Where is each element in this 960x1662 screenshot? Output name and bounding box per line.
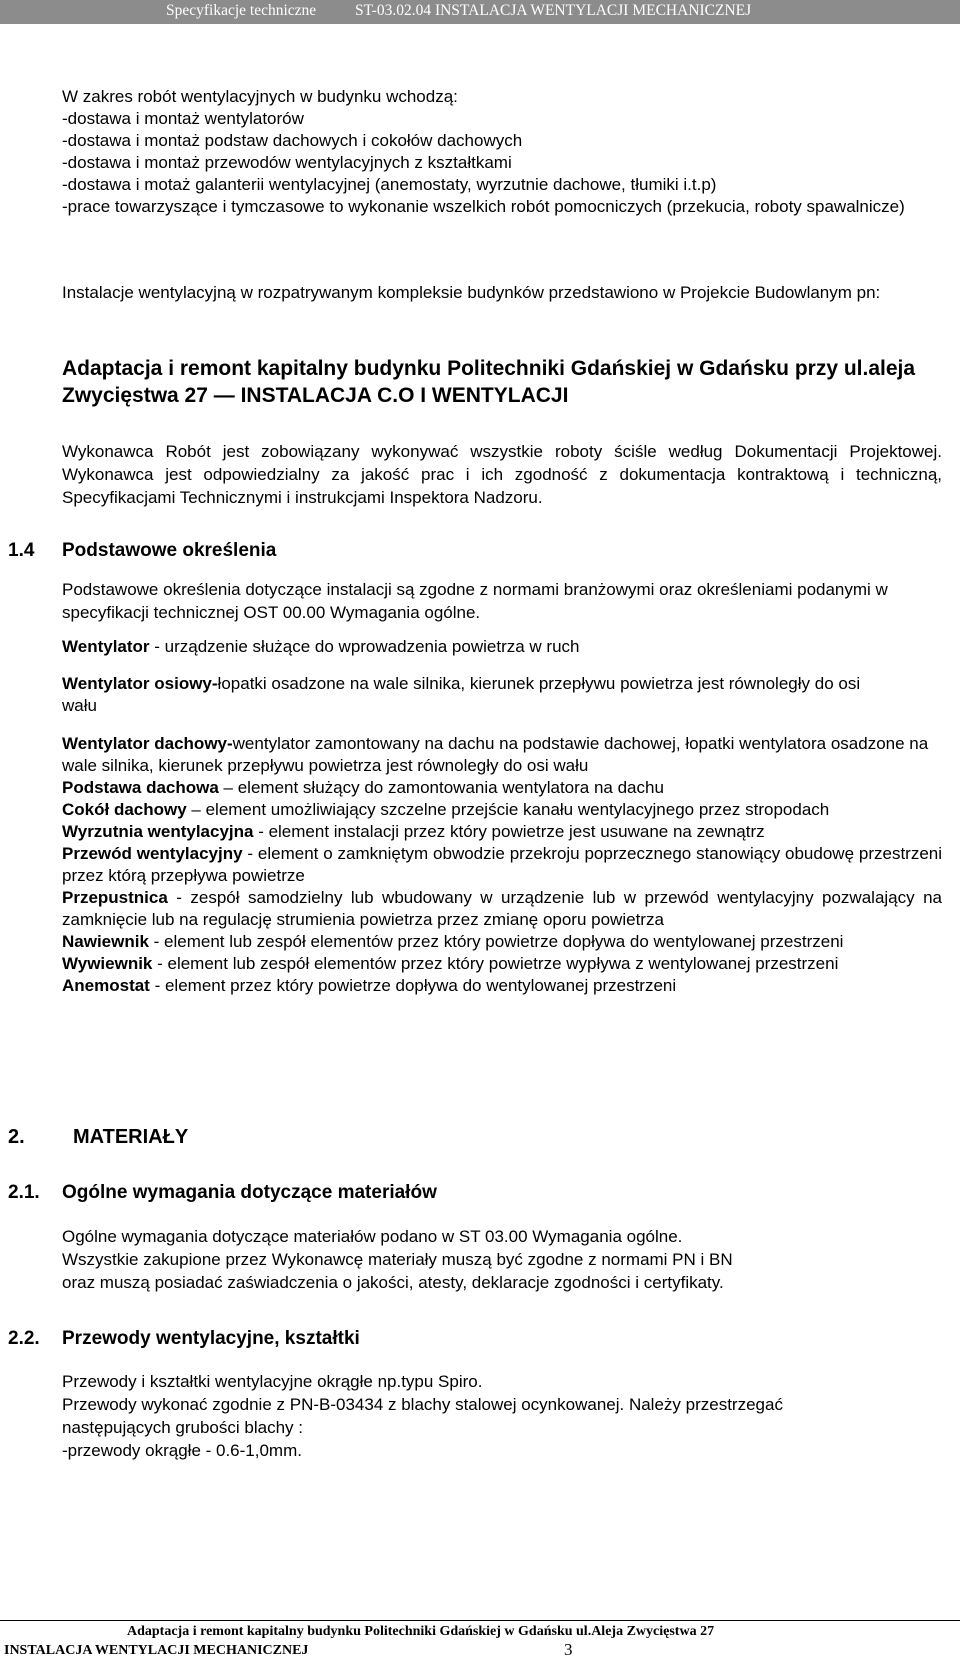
footer-section-line: INSTALACJA WENTYLACJI MECHANICZNEJ bbox=[4, 1643, 309, 1658]
section-title: MATERIAŁY bbox=[73, 1126, 189, 1148]
definition-text: – element umożliwiający szczelne przejście kanału wentylacyjnego przez stropodach bbox=[186, 800, 830, 819]
scope-line: -prace towarzyszące i tymczasowe to wykonanie wszelkich robót pomocniczych (przekucia, roboty spawalnicze) bbox=[62, 197, 905, 216]
definition-item bbox=[62, 799, 942, 821]
definitions-intro: Podstawowe określenia dotyczące instalacji są zgodne z normami branżowymi oraz określeniami podanymi w specyfikacji technicznej OST 00.00 Wymagania ogólne. bbox=[62, 580, 888, 622]
definition-term: Wyrzutnia wentylacyjna bbox=[62, 822, 254, 841]
definitions-list bbox=[62, 733, 942, 997]
materials-general-text bbox=[62, 1225, 942, 1294]
definition-term: Przepustnica bbox=[62, 888, 168, 907]
definition-item bbox=[62, 843, 942, 887]
definition-term: Nawiewnik bbox=[62, 932, 149, 951]
page-number: 3 bbox=[564, 1640, 573, 1659]
footer-divider bbox=[0, 1620, 960, 1621]
definition-item bbox=[62, 975, 942, 997]
definition-term: Wywiewnik bbox=[62, 954, 153, 973]
definition-item bbox=[62, 931, 942, 953]
text-line: Wszystkie zakupione przez Wykonawcę materiały muszą być zgodne z normami PN i BN bbox=[62, 1250, 733, 1269]
definition-text: - zespół samodzielny lub wbudowany w urządzenie lub w przewód wentylacyjny pozwalający na zamknięcie lub na regulację strumienia powietrza przez zmianę oporu powietrza bbox=[62, 888, 942, 929]
definition-text: - element instalacji przez który powietrze jest usuwane na zewnątrz bbox=[253, 822, 765, 841]
scope-line: -dostawa i montaż przewodów wentylacyjnych z kształtkami bbox=[62, 153, 512, 172]
definition-text: - element lub zespół elementów przez który powietrze dopływa do wentylowanej przestrzeni bbox=[148, 932, 844, 951]
definition-item bbox=[62, 953, 942, 975]
section-title: Podstawowe określenia bbox=[62, 540, 277, 561]
definitions-line bbox=[62, 636, 942, 658]
text-line: Przewody i kształtki wentylacyjne okrągłe np.typu Spiro. bbox=[62, 1372, 483, 1391]
definition-term: Wentylator dachowy- bbox=[62, 734, 233, 753]
page-header bbox=[0, 0, 960, 24]
section-number: 2.1. bbox=[8, 1182, 40, 1203]
definition-text: - element o zamkniętym obwodzie przekroju poprzecznego stanowiący obudowę przestrzeni przez którą przepływa powietrze bbox=[62, 844, 943, 885]
project-title: Adaptacja i remont kapitalny budynku Politechniki Gdańskiej w Gdańsku przy ul.aleja Zwycięstwa 27 — INSTALACJA C.O I WENTYLACJI bbox=[62, 357, 916, 407]
definition-term: Podstawa dachowa bbox=[62, 778, 219, 797]
scope-list bbox=[62, 86, 942, 218]
definition-term: Anemostat bbox=[62, 976, 150, 995]
definition-term: Wentylator osiowy- bbox=[62, 674, 218, 693]
definition-text: - element lub zespół elementów przez który powietrze wypływa z wentylowanej przestrzeni bbox=[152, 954, 839, 973]
definition-item bbox=[62, 777, 942, 799]
text-line: Ogólne wymagania dotyczące materiałów podano w ST 03.00 Wymagania ogólne. bbox=[62, 1227, 683, 1246]
scope-line: -dostawa i montaż podstaw dachowych i cokołów dachowych bbox=[62, 131, 523, 150]
project-intro: Instalacje wentylacyjną w rozpatrywanym kompleksie budynków przedstawiono w Projekcie Budowlanym pn: bbox=[62, 283, 881, 302]
text-line: oraz muszą posiadać zaświadczenia o jakości, atesty, deklaracje zgodności i certyfikaty. bbox=[62, 1273, 724, 1292]
definition-text: wentylator zamontowany na dachu na podstawie dachowej, łopatki wentylatora osadzone na wale silnika, kierunek przepływu powietrza jest równoległy do osi wału bbox=[62, 734, 929, 775]
scope-line: W zakres robót wentylacyjnych w budynku wchodzą: bbox=[62, 87, 458, 106]
header-left-text: Specyfikacje techniczne bbox=[166, 2, 317, 19]
definition-term: Przewód wentylacyjny bbox=[62, 844, 243, 863]
definition-item bbox=[62, 887, 942, 931]
definition-item bbox=[62, 733, 942, 777]
section-number: 2.2. bbox=[8, 1328, 40, 1349]
definition-item bbox=[62, 821, 942, 843]
definition-text: – element służący do zamontowania wentylatora na dachu bbox=[218, 778, 664, 797]
section-number: 2. bbox=[8, 1126, 25, 1148]
definition-term: Cokół dachowy bbox=[62, 800, 187, 819]
definition-term: Wentylator bbox=[62, 637, 150, 656]
text-line: -przewody okrągłe - 0.6-1,0mm. bbox=[62, 1441, 302, 1460]
section-title: Przewody wentylacyjne, kształtki bbox=[62, 1328, 360, 1349]
definition-text: - urządzenie służące do wprowadzenia powietrza w ruch bbox=[149, 637, 580, 656]
section-number: 1.4 bbox=[8, 540, 35, 561]
scope-line: -dostawa i montaż wentylatorów bbox=[62, 109, 304, 128]
header-right-text: ST-03.02.04 INSTALACJA WENTYLACJI MECHANICZNEJ bbox=[355, 2, 752, 19]
definition-text: - element przez który powietrze dopływa do wentylowanej przestrzeni bbox=[149, 976, 677, 995]
contractor-paragraph: Wykonawca Robót jest zobowiązany wykonywać wszystkie roboty ściśle według Dokumentacji Projektowej. Wykonawca jest odpowiedzialny za jakość prac i ich zgodność z dokumentacja kontraktową i techniczną, Specyfikacjami Technicznymi i instrukcjami Inspektora Nadzoru. bbox=[62, 442, 942, 507]
text-line: Przewody wykonać zgodnie z PN-B-03434 z blachy stalowej ocynkowanej. Należy przestrzegać bbox=[62, 1395, 783, 1414]
text-line: następujących grubości blachy : bbox=[62, 1418, 303, 1437]
definition-text: łopatki osadzone na wale silnika, kierunek przepływu powietrza jest równoległy do osi wału bbox=[62, 674, 861, 715]
scope-line: -dostawa i motaż galanterii wentylacyjnej (anemostaty, wyrzutnie dachowe, tłumiki i.t.p) bbox=[62, 175, 717, 194]
ducts-text bbox=[62, 1370, 942, 1462]
definitions-line bbox=[62, 673, 882, 717]
section-title: Ogólne wymagania dotyczące materiałów bbox=[62, 1182, 437, 1203]
footer-project-line: Adaptacja i remont kapitalny budynku Politechniki Gdańskiej w Gdańsku ul.Aleja Zwycięstwa 27 bbox=[127, 1624, 715, 1639]
